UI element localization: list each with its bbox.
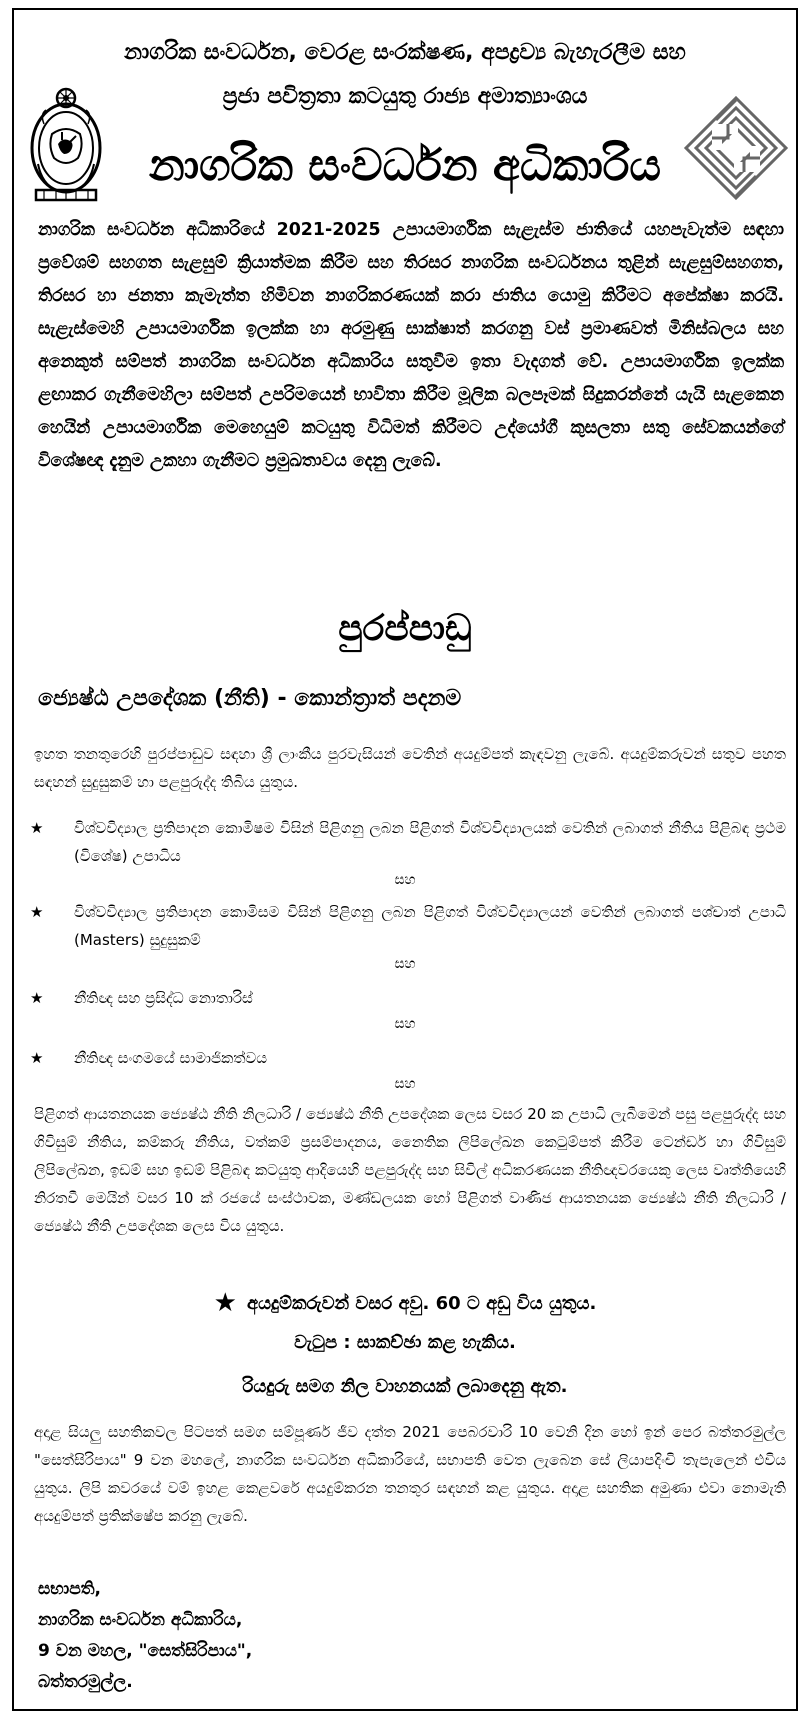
ministry-line-1: නාගරික සංවර්ධන, වෙරළ සංරක්ෂණ, අපද්‍රව්‍ය බැහැරලීම සහ <box>124 40 686 65</box>
requirement-text: නීතිඥ සහ ප්‍රසිද්ධ නොතාරිස් <box>74 989 253 1007</box>
requirement-item <box>26 898 786 954</box>
requirement-item <box>26 1044 786 1072</box>
experience-paragraph: පිළිගත් ආයතනයක ජ්‍යෙෂ්ඨ නීති නිලධාරි / ජ්‍යෙෂ්ඨ නීති උපදේශක ලෙස වසර 20 ක උපාධි ලැබීමෙන් පසු පළපුරුද්ද සහ ගිවිසුම් නීතිය, කම්කරු නීතිය, වත්කම් ප්‍රසම්පාදනය, නෛතික ලිපිලේඛන කෙටුම්පත් කිරීම ටෙන්ඩර් හා ගිවිසුම් ලිපිලේඛන, ඉඩම් සහ ඉඩම් පිළිබඳ කටයුතු ආදියෙහි පළපුරුද්ද සහ සිවිල් අධිකරණයක නීතිඥවරයෙකු ලෙස වෘත්තියෙහි නිරතවී මෙයින් වසර 10 ක් රජයේ සංස්ථාවක, මණ්ඩලයක හෝ පිළිගත් වාණිජ ආයතනයක ජ්‍යෙෂ්ඨ නීති නිලධාරි / ජ්‍යෙෂ්ඨ නීති උපදේශක ලෙස විය යුතුය. <box>34 1105 786 1235</box>
requirement-item <box>26 984 786 1012</box>
conjunction-text: සහ <box>394 1016 416 1032</box>
requirement-text: නීතිඥ සංගමයේ සාමාජිකත්වය <box>74 1049 268 1067</box>
conjunction-text: සහ <box>394 1076 416 1092</box>
application-paragraph: අදාළ සියලු සහතිකවල පිටපත් සමග සම්පූර්ණ ජීව දත්ත 2021 පෙබරවාරි 10 වෙනි දින හෝ ඉන් පෙර බත්තරමුල්ල "සෙත්සිරිපාය" 9 වන මහලේ, නාගරික සංවර්ධන අධිකාරියේ, සභාපති වෙත ලැබෙන සේ ලියාපදිංචි තැපැලෙන් එවිය යුතුය. ලිපි කවරයේ වම් ඉහළ කෙළවරේ අයදුම්කරන තනතුර සඳහන් කළ යුතුය. අදාළ සහතික අමුණා එවා නොමැති අයදුම්පත් ප්‍රතික්ෂේප කරනු ලැබේ. <box>34 1423 786 1525</box>
intro-paragraph: නාගරික සංවර්ධන අධිකාරියේ 2021-2025 උපායමාර්ගික සැළැස්ම ජාතියේ යහපැවැත්ම සඳහා ප්‍රවේශම් සහගත සැළසුම් ක්‍රියාත්මක කිරීම සහ තිරසර නාගරික සංවර්ධනය තුළින් සැළසුම්සහගත, තිරසර හා ජනතා කැමැත්ත හිමිවන නාගරිකරණයක් කරා ජාතිය යොමු කිරීමට අපේක්ෂා කරයි. සැළැස්මෙහි උපායමාර්ගික ඉලක්ක හා අරමුණු සාක්ෂාත් කරගනු වස් ප්‍රමාණවත් මිනිස්බලය සහ අනෙකුත් සම්පත් නාගරික සංවර්ධන අධිකාරිය සතුවීම ඉතා වැදගත් වේ. උපායමාර්ගික ඉලක්ක ළඟාකර ගැනීමෙහිලා සම්පත් උපරිමයෙන් භාවිතා කිරීම මූලික බලපෑමක් සිදුකරන්නේ යැයි සැළකෙන හෙයින් උපායමාර්ගික මෙහෙයුම් කටයුතු විධිමත් කිරීමට උද්යෝගී කුසලතා සතු සේවකයන්ගේ විශේෂඥ දැනුම උකහා ගැනීමට ප්‍රමුඛතාවය දෙනු ලැබේ. <box>38 220 784 471</box>
requirement-text: විශ්වවිද්‍යාල ප්‍රතිපාදන කොමිෂම විසින් පිළිගනු ලබන පිළිගත් විශ්වවිද්‍යාලයක් වෙතින් ලබාගත් නීතිය පිළිබඳ ප්‍රථම (විශේෂ) උපාධිය <box>74 819 786 865</box>
age-limit-text: අයදුම්කරුවන් වසර අවු. 60 ට අඩු විය යුතුය. <box>246 1293 597 1314</box>
salary-text: වැටුප : සාකච්ඡා කළ හැකිය. <box>294 1332 516 1353</box>
signature-line: බත්තරමුල්ල. <box>38 1672 133 1692</box>
star-icon: ★ <box>30 1049 44 1067</box>
signature-line: නාගරික සංවර්ධන අධිකාරිය, <box>38 1610 243 1630</box>
requirement-item <box>26 814 786 870</box>
requirement-text: විශ්වවිද්‍යාල ප්‍රතිපාදන කොමිසම විසින් පිළිගනු ලබන පිළිගත් විශ්වවිද්‍යාලයන් වෙතින් ලබාගත් පශ්චාත් උපාධි (Masters) සුදුසුකම් <box>74 903 786 949</box>
post-title: ජ්‍යෙෂ්ඨ උපදේශක (නීති) - කොන්ත්‍රාත් පදනම <box>38 686 462 711</box>
vacancies-title: පුරප්පාඩු <box>338 608 472 649</box>
star-icon: ★ <box>30 989 44 1007</box>
age-limit <box>0 1288 810 1318</box>
signature-line: සභාපති, <box>38 1579 101 1599</box>
signature-line: 9 වන මහල, "සෙත්සිරිපාය", <box>38 1641 253 1661</box>
star-icon: ★ <box>30 819 44 837</box>
invitation-paragraph: ඉහත තනතුරෙහි පුරප්පාඩුව සඳහා ශ්‍රී ලාංකීය පුරවැසියන් වෙතින් අයදුම්පත් කැඳවනු ලැබේ. අයදුම්කරුවන් සතුව පහත සඳහන් සුදුසුකම් හා පළපුරුද්ද තිබිය යුතුය. <box>34 745 786 791</box>
star-icon: ★ <box>213 1288 237 1318</box>
star-icon: ★ <box>30 903 44 921</box>
conjunction-text: සහ <box>394 872 416 888</box>
authority-name: නාගරික සංවර්ධන අධිකාරිය <box>148 140 662 191</box>
signature-block <box>38 1574 252 1698</box>
vehicle-text: රියදුරු සමග නිල වාහනයක් ලබාදෙනු ඇත. <box>242 1376 568 1397</box>
conjunction-text: සහ <box>394 956 416 972</box>
ministry-line-2: ප්‍රජා පවිත්‍රතා කටයුතු රාජ්‍ය අමාත්‍යාංශය <box>222 84 588 109</box>
